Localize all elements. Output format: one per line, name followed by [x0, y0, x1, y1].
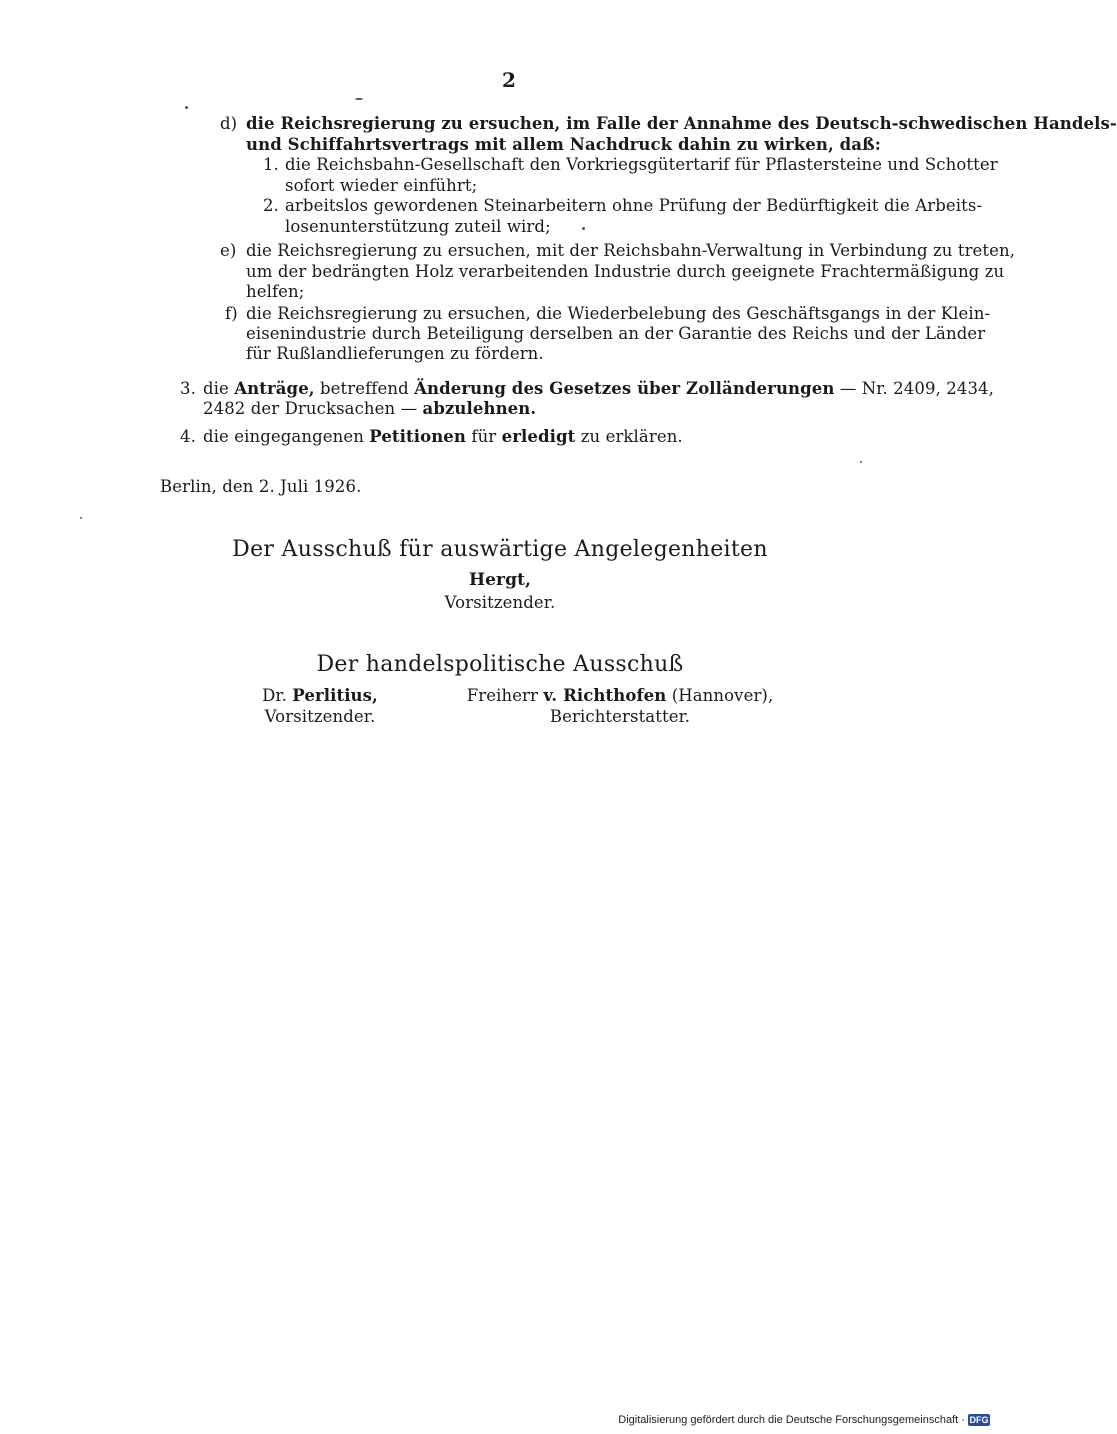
item-3-text: betreffend [314, 379, 415, 398]
committee-2-chair [230, 685, 410, 706]
item-d-sub1-line-2: sofort wieder einführt; [285, 176, 478, 195]
item-3-motions: Anträge, [234, 379, 315, 398]
page-number: 2 [502, 68, 517, 92]
item-d-sub2-line-1: arbeitslos gewordenen Steinarbeitern ohne Prüfung der Bedürftigkeit die Arbeits- [285, 196, 983, 215]
item-4-text: für [466, 427, 502, 446]
scan-speck [582, 227, 585, 230]
scan-speck [80, 517, 82, 519]
date-line: Berlin, den 2. Juli 1926. [160, 477, 362, 496]
item-3-line-1 [203, 378, 994, 399]
item-e-line-1: die Reichsregierung zu ersuchen, mit der Reichsbahn-Verwaltung in Verbindung zu treten, [246, 241, 1016, 260]
item-d-line-2: und Schiffahrtsvertrags mit allem Nachdruck dahin zu wirken, daß: [246, 135, 881, 154]
item-3-line-2 [203, 398, 536, 419]
item-4-label: 4. [180, 427, 196, 446]
chair-title: Dr. [262, 686, 293, 705]
item-d-line-1: die Reichsregierung zu ersuchen, im Falle der Annahme des Deutsch-schwedischen Handels- [246, 114, 1117, 133]
committee-1-chair-role: Vorsitzender. [444, 593, 556, 612]
item-3-text: die [203, 379, 235, 398]
item-3-law-title: Änderung des Gesetzes über Zolländerungen [414, 379, 835, 398]
item-d-sub2-line-2: losenunterstützung zuteil wird; [285, 217, 551, 236]
scan-speck [355, 98, 363, 100]
item-4-settled: erledigt [501, 427, 576, 446]
committee-1-title: Der Ausschuß für auswärtige Angelegenheiten [232, 537, 768, 562]
item-3-label: 3. [180, 379, 196, 398]
rapporteur-district: (Hannover), [666, 686, 774, 705]
item-d-sub1-label: 1. [263, 155, 279, 174]
committee-2-chair-role: Vorsitzender. [264, 707, 376, 726]
item-4-text: zu erklären. [575, 427, 683, 446]
footer-text: Digitalisierung gefördert durch die Deutsche Forschungsgemeinschaft · [618, 1414, 965, 1426]
item-f-line-1: die Reichsregierung zu ersuchen, die Wiederbelebung des Geschäftsgangs in der Klein- [246, 304, 991, 323]
item-f-label: f) [225, 304, 238, 323]
item-3-numbers: — Nr. 2409, 2434, [834, 379, 994, 398]
item-4-line [203, 426, 683, 447]
item-e-line-3: helfen; [246, 282, 305, 301]
item-e-label: e) [220, 241, 237, 260]
item-3-text: 2482 der Drucksachen — [203, 399, 423, 418]
digitization-footer [618, 1414, 990, 1426]
committee-2-rapporteur-role: Berichterstatter. [549, 707, 691, 726]
dfg-logo-icon: DFG [969, 1415, 989, 1425]
item-d-label: d) [220, 114, 238, 133]
item-4-text: die eingegangenen [203, 427, 370, 446]
item-d-sub2-label: 2. [263, 196, 279, 215]
item-e-line-2: um der bedrängten Holz verarbeitenden Industrie durch geeignete Frachtermäßigung zu [246, 262, 1005, 281]
item-d-sub1-line-1: die Reichsbahn-Gesellschaft den Vorkriegsgütertarif für Pflastersteine und Schotter [285, 155, 998, 174]
chair-name: Perlitius, [292, 686, 378, 705]
item-f-line-2: eisenindustrie durch Beteiligung derselben an der Garantie des Reichs und der Länder [246, 324, 986, 343]
item-4-petitions: Petitionen [369, 427, 467, 446]
committee-2-rapporteur [460, 685, 780, 706]
item-3-decision: abzulehnen. [422, 399, 537, 418]
committee-1-chair-name: Hergt, [468, 570, 532, 590]
committee-2-title: Der handelspolitische Ausschuß [316, 652, 684, 677]
item-f-line-3: für Rußlandlieferungen zu fördern. [246, 344, 544, 363]
scan-speck [860, 461, 862, 463]
scan-speck [185, 106, 188, 109]
rapporteur-name: v. Richthofen [543, 686, 667, 705]
rapporteur-title: Freiherr [466, 686, 544, 705]
